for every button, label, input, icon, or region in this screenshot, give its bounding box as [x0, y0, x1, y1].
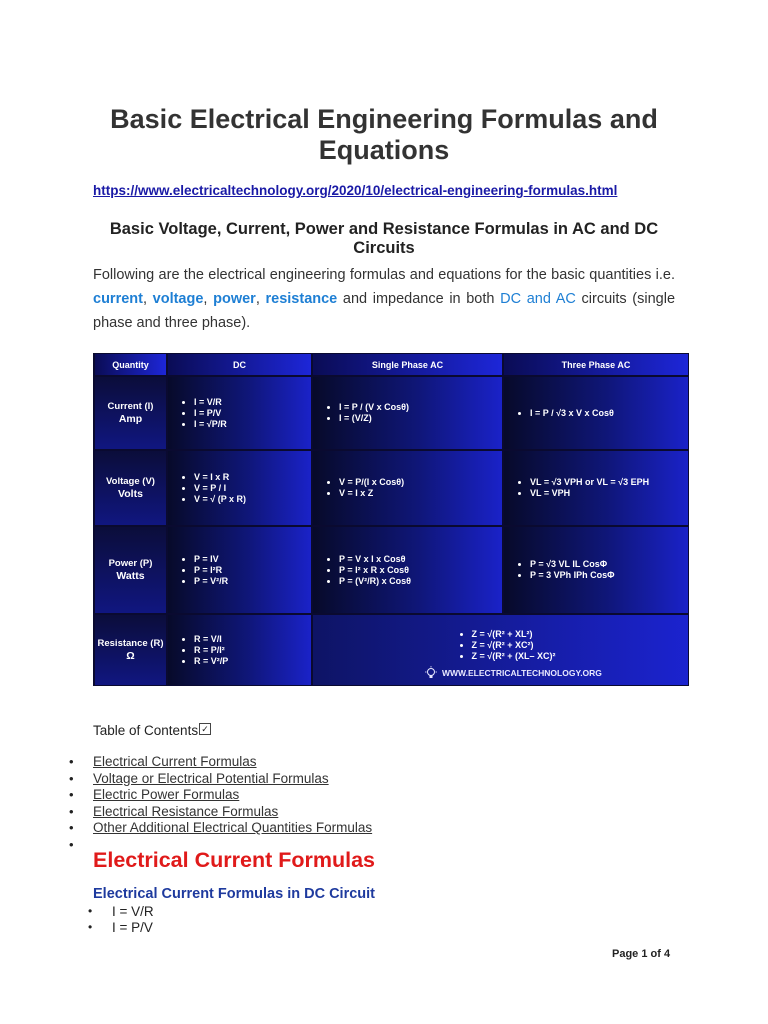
keyword-power[interactable]: power [213, 291, 256, 307]
formula: • Z = √(R² + XL²) [472, 629, 556, 640]
row-current-three [504, 377, 688, 449]
quantity-label: Current (I) [107, 401, 154, 412]
formula: • V = P/(I x Cosθ) [339, 477, 404, 488]
formula: • I = √P/R [194, 419, 227, 430]
toc-label [93, 723, 211, 738]
row-voltage-quantity [95, 451, 166, 525]
formula: • VL = √3 VPH or VL = √3 EPH [530, 477, 649, 488]
formula: • P = IV [194, 554, 228, 565]
header-quantity: Quantity [95, 354, 166, 375]
table-of-contents [60, 754, 372, 853]
formula: • VL = VPH [530, 488, 649, 499]
toc-item [60, 754, 372, 771]
formula: • P = I²R [194, 565, 228, 576]
quantity-unit: Ω [126, 650, 135, 662]
toc-label-text: Table of Contents [93, 723, 199, 738]
row-resistance-quantity [95, 615, 166, 685]
row-power-dc [168, 527, 311, 613]
formula: • I = P/V [194, 408, 227, 419]
separator: , [142, 291, 153, 307]
row-resistance-dc [168, 615, 311, 685]
keyword-current[interactable]: current [93, 291, 143, 307]
document-title: Basic Electrical Engineering Formulas and Equations [110, 104, 658, 165]
formula: • V = I x R [194, 472, 246, 483]
formula: • P = (V²/R) x Cosθ [339, 576, 411, 587]
quantity-label: Power (P) [108, 558, 153, 569]
quantity-unit: Watts [116, 570, 145, 582]
watermark-text: WWW.ELECTRICALTECHNOLOGY.ORG [442, 668, 602, 678]
dc-current-formula-list [80, 904, 154, 935]
toc-item [60, 804, 372, 821]
toc-link-resistance[interactable]: Electrical Resistance Formulas [93, 803, 279, 819]
list-item: • I = P/V [80, 920, 154, 936]
list-item: • I = V/R [80, 904, 154, 920]
link-dc-and-ac[interactable]: DC and AC [500, 291, 576, 307]
bulb-icon [424, 666, 438, 680]
formula-table [93, 353, 689, 686]
toc-link-power[interactable]: Electric Power Formulas [93, 787, 240, 802]
row-power-single [313, 527, 502, 613]
page-number: Page 1 of 4 [612, 948, 671, 960]
formula: • P = √3 VL IL CosΦ [530, 559, 615, 570]
row-current-quantity [95, 377, 166, 449]
formula: • I = P / √3 x V x Cosθ [530, 408, 614, 419]
toc-item [60, 787, 372, 804]
intro-paragraph [93, 263, 675, 335]
intro-text: and impedance in both [337, 291, 501, 307]
toc-item [60, 771, 372, 788]
formula: • I = P / (V x Cosθ) [339, 402, 409, 413]
row-current-single [313, 377, 502, 449]
formula: • V = P / I [194, 483, 246, 494]
formula: • R = V/I [194, 634, 228, 645]
quantity-label: Voltage (V) [106, 476, 155, 487]
formula: • R = P/I² [194, 645, 228, 656]
formula: • V = √ (P x R) [194, 494, 246, 505]
header-single-phase: Single Phase AC [313, 354, 502, 375]
section-subheading: Electrical Current Formulas in DC Circuit [93, 886, 376, 902]
separator: , [255, 291, 266, 307]
formula: • V = I x Z [339, 488, 404, 499]
toc-link-voltage[interactable]: Voltage or Electrical Potential Formulas [93, 770, 329, 786]
intro-text: Following are the electrical engineering formulas and equations for the basic quantities i.e. [93, 267, 675, 283]
watermark [424, 666, 602, 680]
source-url-link[interactable]: https://www.electricaltechnology.org/2020/10/electrical-engineering-formulas.html [93, 183, 618, 198]
formula: • P = 3 VPh IPh CosΦ [530, 570, 615, 581]
formula: • P = I² x R x Cosθ [339, 565, 411, 576]
toc-item [60, 820, 372, 837]
section-heading: Electrical Current Formulas [93, 848, 375, 872]
formula: • I = V/R [194, 397, 227, 408]
toc-link-current[interactable]: Electrical Current Formulas [93, 754, 257, 769]
separator: , [203, 291, 214, 307]
keyword-voltage[interactable]: voltage [152, 291, 204, 307]
row-power-quantity [95, 527, 166, 613]
toc-toggle-checkbox[interactable]: ✓ [199, 723, 211, 735]
keyword-resistance[interactable]: resistance [265, 291, 338, 307]
formula: • P = V x I x Cosθ [339, 554, 411, 565]
row-current-dc [168, 377, 311, 449]
formula: • I = (V/Z) [339, 413, 409, 424]
quantity-unit: Amp [118, 413, 143, 425]
row-voltage-dc [168, 451, 311, 525]
formula: • Z = √(R² + XC²) [472, 640, 556, 651]
formula: • P = V²/R [194, 576, 228, 587]
header-three-phase: Three Phase AC [504, 354, 688, 375]
intro-text: circuits (single phase and three phase). [93, 291, 676, 331]
section-subtitle: Basic Voltage, Current, Power and Resistance Formulas in AC and DC Circuits [109, 220, 659, 257]
formula: • R = V²/P [194, 656, 228, 667]
row-power-three [504, 527, 688, 613]
quantity-unit: Volts [118, 488, 143, 500]
header-dc: DC [168, 354, 311, 375]
formula: • Z = √(R² + (XL– XC)² [472, 651, 556, 662]
row-voltage-single [313, 451, 502, 525]
quantity-label: Resistance (R) [97, 638, 164, 649]
toc-link-other[interactable]: Other Additional Electrical Quantities Formulas [93, 820, 373, 835]
row-voltage-three [504, 451, 688, 525]
